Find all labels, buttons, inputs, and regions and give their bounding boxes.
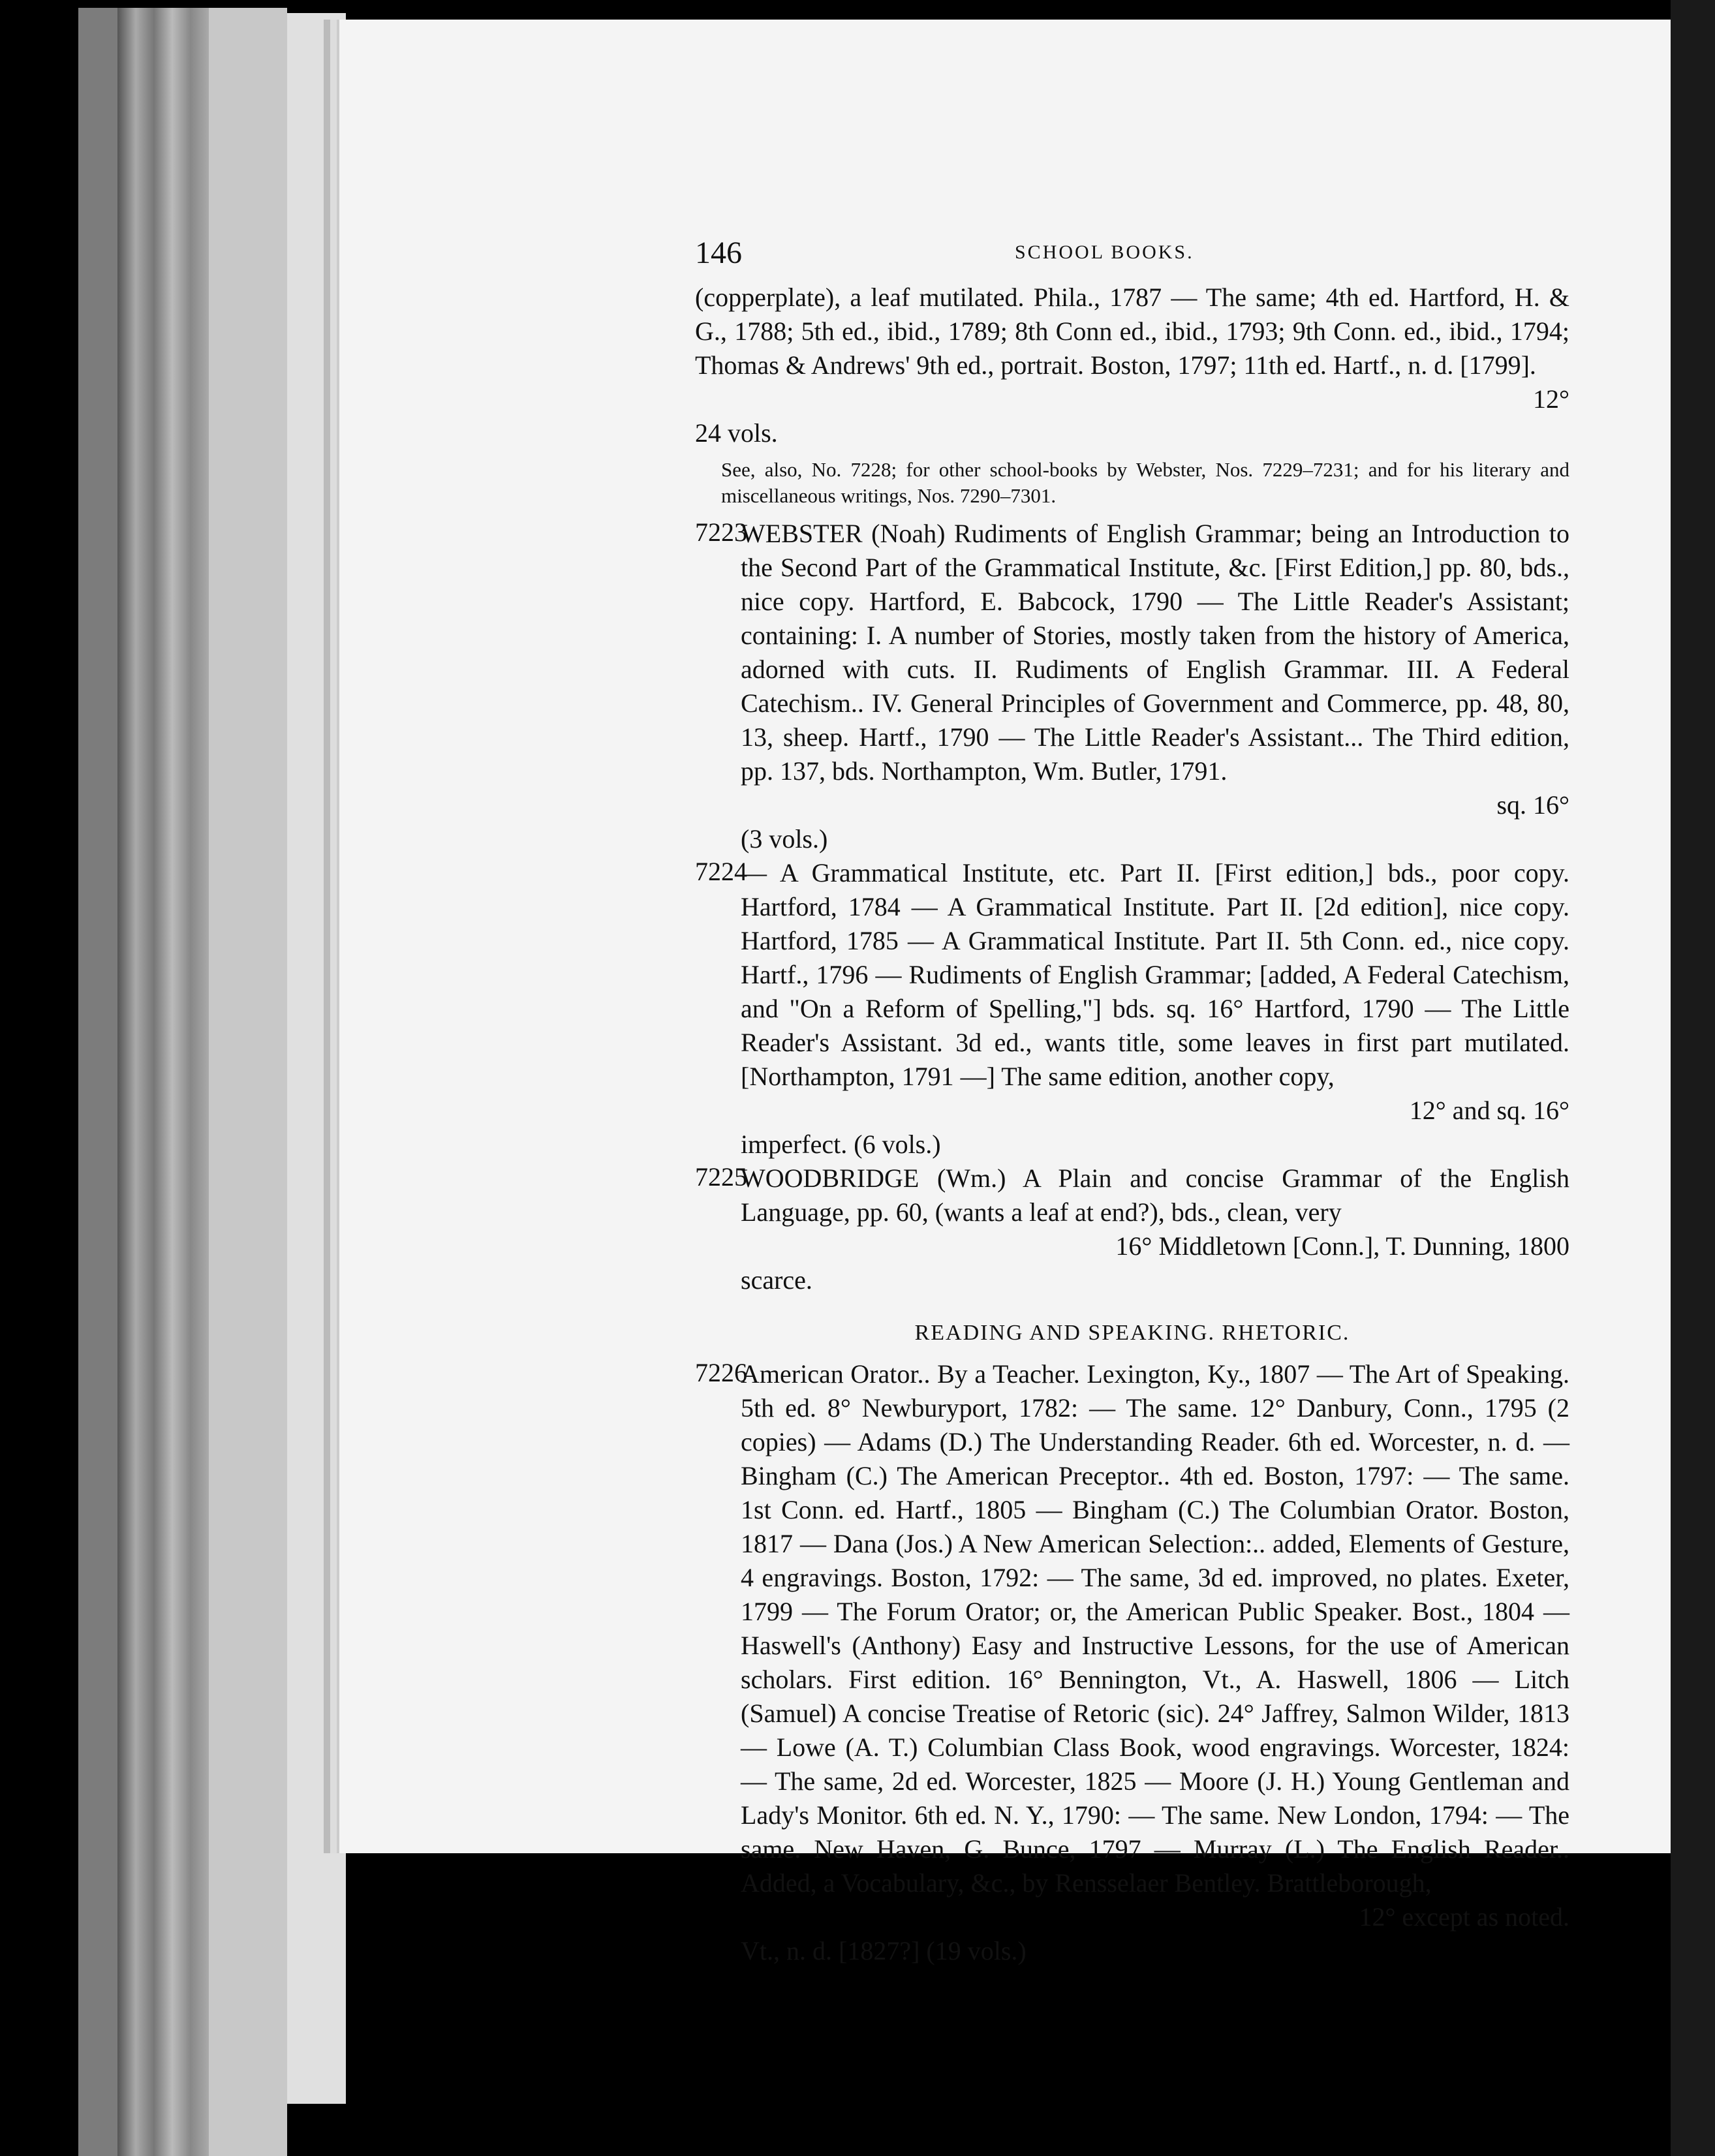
book-page-stack xyxy=(117,8,209,2156)
entry-text: WOODBRIDGE (Wm.) A Plain and concise Grammar of the English Language, pp. 60, (wants a leaf at end?), bds., clean, very xyxy=(741,1163,1569,1227)
entry-vols: imperfect. (6 vols.) xyxy=(741,1130,941,1159)
entry-size: sq. 16° xyxy=(1496,790,1569,820)
entry-text: WEBSTER (Noah) Rudiments of English Grammar; being an Introduction to the Second Part of the Grammatical Institute, &c. [First Edition,] pp. 80, bds., nice copy. Hartford, E. Babcock, 1790 — The Little Reader's Assistant; containing: I. A number of Stories, mostly taken from the history of America, adorned with cuts. II. Rudiments of English Grammar. III. A Federal Catechism.. IV. General Principles of Government and Commerce, pp. 48, 80, 13, sheep. Hartf., 1790 — The Little Reader's Assistant... The Third edition, pp. 137, bds. Northampton, Wm. Butler, 1791. xyxy=(741,519,1569,786)
scan-border-right xyxy=(1671,0,1715,2156)
entry-number: 7224 xyxy=(695,857,747,886)
entry-vols: scarce. xyxy=(741,1265,812,1295)
catalog-entry-7226 xyxy=(695,1357,1569,1968)
book-page-stack-light xyxy=(209,8,287,2156)
book-edge-left xyxy=(78,8,117,2156)
entry-size: 12° except as noted. xyxy=(1359,1902,1569,1932)
entry-number: 7225 xyxy=(695,1162,747,1192)
continued-size: 12° xyxy=(1533,384,1569,414)
entry-number: 7223 xyxy=(695,517,747,547)
catalog-entry-7225 xyxy=(695,1162,1569,1297)
entry-number: 7226 xyxy=(695,1358,747,1387)
entry-size: 12° and sq. 16° xyxy=(1409,1096,1569,1125)
page-number: 146 xyxy=(695,236,742,270)
entry-vols: (3 vols.) xyxy=(741,824,828,854)
catalog-entry-7224 xyxy=(695,856,1569,1162)
entry-size: 16° Middletown [Conn.], T. Dunning, 1800 xyxy=(1115,1231,1569,1261)
continued-entry: (copperplate), a leaf mutilated. Phila., 1787 — The same; 4th ed. Hartford, H. & G., 1788; 5th ed., ibid., 1789; 8th Conn ed., ibid., 1793; 9th Conn. ed., ibid., 1794; Thomas & Andrews' 9th ed., portrait. Boston, 1797; 11th ed. Hartf., n. d. [1799]. xyxy=(695,283,1569,380)
catalog-entry-7223 xyxy=(695,517,1569,856)
entry-text: — A Grammatical Institute, etc. Part II. [First edition,] bds., poor copy. Hartford, 1784 — A Grammatical Institute. Part II. [2d edition], nice copy. Hartford, 1785 — A Grammatical Institute. Part II. 5th Conn. ed., nice copy. Hartf., 1796 — Rudiments of English Grammar; [added, A Federal Catechism, and "On a Reform of Spelling,"] bds. sq. 16° Hartford, 1790 — The Little Reader's Assistant. 3d ed., wants title, some leaves in first part mutilated. [Northampton, 1791 —] The same edition, another copy, xyxy=(741,858,1569,1091)
continued-vols: 24 vols. xyxy=(695,418,778,448)
running-title: SCHOOL BOOKS. xyxy=(1015,241,1194,263)
entry-text: American Orator.. By a Teacher. Lexington, Ky., 1807 — The Art of Speaking. 5th ed. 8° Newburyport, 1782: — The same. 12° Danbury, Conn., 1795 (2 copies) — Adams (D.) The Understanding Reader. 6th ed. Worcester, n. d. — Bingham (C.) The American Preceptor.. 4th ed. Boston, 1797: — The same. 1st Conn. ed. Hartf., 1805 — Bingham (C.) The Columbian Orator. Boston, 1817 — Dana (Jos.) A New American Selection:.. added, Elements of Gesture, 4 engravings. Boston, 1792: — The same, 3d ed. improved, no plates. Exeter, 1799 — The Forum Orator; or, the American Public Speaker. Bost., 1804 — Haswell's (Anthony) Easy and Instructive Lessons, for the use of American scholars. First edition. 16° Bennington, Vt., A. Haswell, 1806 — Litch (Samuel) A concise Treatise of Retoric (sic). 24° Jaffrey, Salmon Wilder, 1813 — Lowe (A. T.) Columbian Class Book, wood engravings. Worcester, 1824: — The same, 2d ed. Worcester, 1825 — Moore (J. H.) Young Gentleman and Lady's Monitor. 6th ed. N. Y., 1790: — The same. New London, 1794: — The same. New Haven, G. Bunce, 1797 — Murray (L.) The English Reader.. Added, a Vocabulary, &c., by Rensselaer Bentley. Brattleborough, xyxy=(741,1359,1569,1898)
page-header xyxy=(695,235,1569,281)
section-heading: READING AND SPEAKING. RHETORIC. xyxy=(914,1321,1350,1345)
page-edges xyxy=(287,13,346,2104)
entry-vols: Vt., n. d. [1827?] (19 vols.) xyxy=(741,1936,1027,1965)
page-text xyxy=(695,235,1569,1968)
cross-reference-note: See, also, No. 7228; for other school-books by Webster, Nos. 7229–7231; and for his literary and miscellaneous writings, Nos. 7290–7301. xyxy=(721,458,1569,507)
